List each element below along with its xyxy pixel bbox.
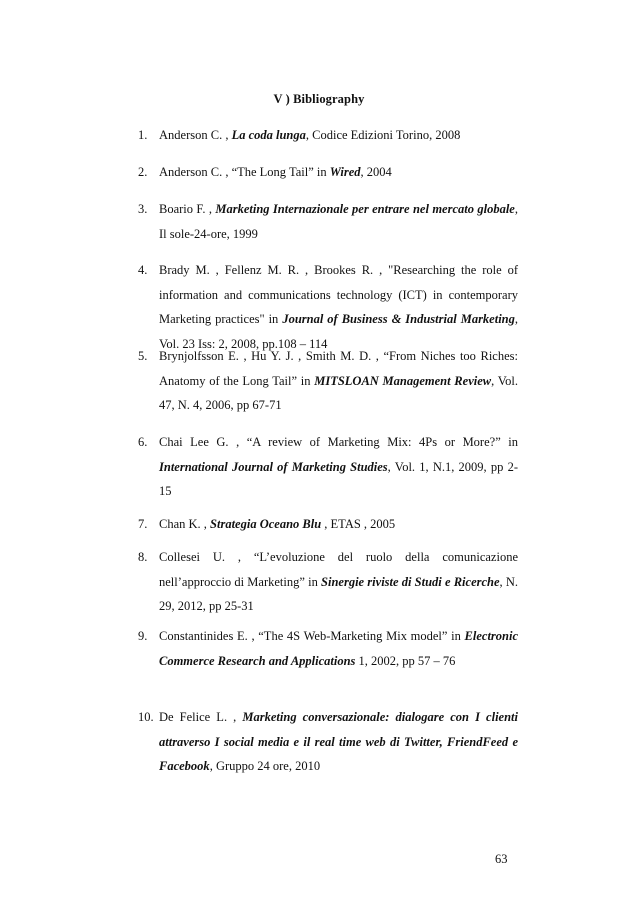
entry-author: Chai Lee G. , “A review of Marketing Mix: 4Ps or More?” in (159, 435, 518, 449)
page-number: 63 (495, 852, 508, 866)
entry-publication-details: , Gruppo 24 ore, 2010 (209, 759, 321, 773)
entry-text (159, 344, 518, 418)
entry-number: 4. (138, 263, 148, 277)
entry-text (159, 197, 518, 246)
entry-number: 10. (138, 710, 154, 724)
bibliography-entry-6 (138, 430, 518, 504)
bibliography-entry-7 (138, 512, 518, 537)
entry-author: Anderson C. , (159, 128, 232, 142)
entry-publication-details: , Codice Edizioni Torino, 2008 (305, 128, 461, 142)
entry-number: 6. (138, 435, 148, 449)
entry-publication-details: , Il sole-24-ore, 1999 (159, 202, 518, 241)
entry-author: Anderson C. , “The Long Tail” in (159, 165, 330, 179)
entry-publication-details: , 2004 (360, 165, 392, 179)
entry-text (159, 545, 518, 619)
bibliography-entry-8 (138, 545, 518, 619)
entry-publication-details: , ETAS , 2005 (321, 517, 396, 531)
entry-text (159, 160, 518, 185)
entry-text (159, 705, 518, 779)
entry-author: De Felice L. , (159, 710, 243, 724)
entry-work-title: Wired (329, 165, 361, 179)
entry-publication-details: , Vol. 1, N.1, 2009, pp 2-15 (159, 459, 518, 498)
entry-text (159, 123, 518, 148)
entry-work-title: Journal of Business & Industrial Marketing (282, 312, 515, 326)
entry-number: 7. (138, 517, 148, 531)
entry-work-title: Marketing Internazionale per entrare nel mercato globale (215, 202, 515, 216)
entry-number: 5. (138, 349, 148, 363)
entry-work-title: Sinergie riviste di Studi e Ricerche (321, 574, 500, 589)
entry-number: 3. (138, 202, 148, 216)
entry-publication-details: 1, 2002, pp 57 – 76 (355, 653, 456, 668)
bibliography-entry-4 (138, 258, 518, 356)
entry-text (159, 258, 518, 356)
entry-work-title: International Journal of Marketing Studies (159, 459, 388, 474)
bibliography-entry-9 (138, 624, 518, 673)
page-title: V ) Bibliography (273, 92, 365, 106)
entry-number: 1. (138, 128, 148, 142)
entry-author: Chan K. , (159, 517, 211, 531)
entry-author: Boario F. , (159, 202, 216, 216)
entry-work-title: Strategia Oceano Blu (210, 517, 322, 531)
entry-author: Constantinides E. , “The 4S Web-Marketing Mix model” in (159, 629, 465, 643)
entry-text (159, 430, 518, 504)
entry-number: 2. (138, 165, 148, 179)
bibliography-entry-5 (138, 344, 518, 418)
bibliography-entry-1 (138, 123, 518, 148)
bibliography-entry-10 (138, 705, 518, 779)
entry-work-title: Marketing conversazionale: dialogare con I clienti attraverso I social media e il real time web di Twitter, FriendFeed e Facebook (159, 710, 518, 773)
entry-publication-details: , Vol. 47, N. 4, 2006, pp 67-71 (159, 373, 518, 412)
entry-publication-details: , Vol. 23 Iss: 2, 2008, pp.108 – 114 (159, 312, 519, 351)
entry-work-title: MITSLOAN Management Review (314, 373, 492, 388)
entry-publication-details: , N. 29, 2012, pp 25-31 (159, 574, 519, 613)
entry-author: Collesei U. , “L’evoluzione del ruolo della comunicazione nell’approccio di Marketing” in (159, 550, 518, 589)
entry-work-title: Electronic Commerce Research and Applications (159, 629, 518, 668)
entry-work-title: La coda lunga (231, 128, 306, 142)
entry-text (159, 512, 518, 537)
entry-author: Brynjolfsson E. , Hu Y. J. , Smith M. D. , “From Niches too Riches: Anatomy of the Long Tail” in (159, 349, 518, 388)
entry-number: 8. (138, 550, 148, 564)
entry-author: Brady M. , Fellenz M. R. , Brookes R. , "Researching the role of information and communications technology (ICT) in contemporary Marketing practices" in (159, 263, 518, 326)
bibliography-entry-2 (138, 160, 518, 185)
entry-text (159, 624, 518, 673)
bibliography-entry-3 (138, 197, 518, 246)
entry-number: 9. (138, 629, 148, 643)
